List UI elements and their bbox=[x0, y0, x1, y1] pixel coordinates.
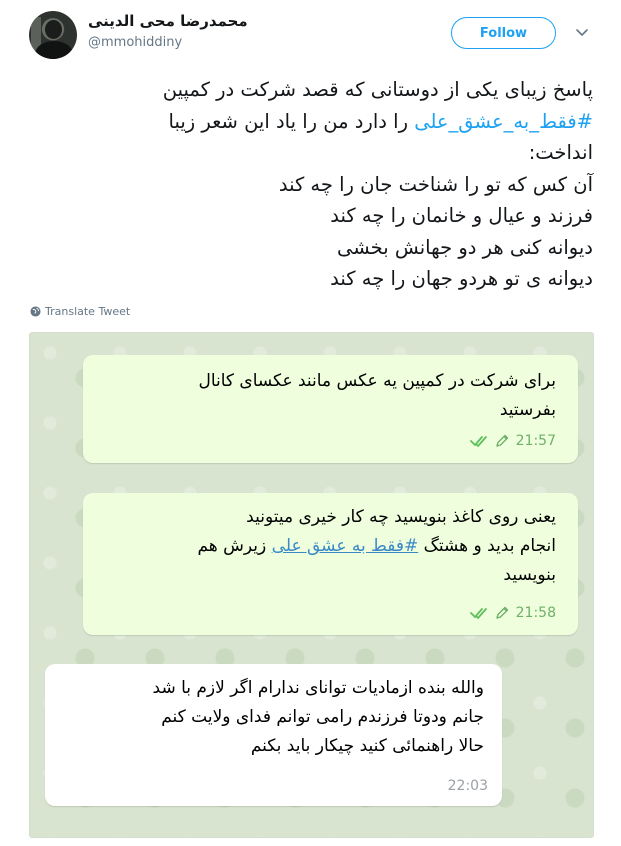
poem-line: دیوانه ی تو هردو جهان را چه کند bbox=[330, 267, 593, 290]
display-name[interactable]: محمدرضا محی الدینی bbox=[88, 12, 248, 30]
chat-message-incoming bbox=[45, 664, 502, 806]
poem-line: دیوانه کنی هر دو جهانش بخشی bbox=[337, 235, 593, 259]
tweet-line: انداخت: bbox=[528, 141, 593, 164]
hashtag-link[interactable]: #فقط_به_عشق_علی bbox=[414, 109, 593, 133]
pencil-icon bbox=[494, 605, 510, 621]
message-text: والله بنده ازمادیات توانای ندارام اگر لازم با شد جانم ودوتا فرزندم رامی توانم فدای ولایت کنم حالا راهنمائی کنید چیکار باید بکنم bbox=[152, 678, 484, 756]
chat-message-outgoing bbox=[83, 493, 578, 635]
message-meta bbox=[470, 605, 556, 621]
double-check-icon bbox=[470, 434, 488, 448]
follow-button[interactable]: Follow bbox=[451, 17, 556, 49]
double-check-icon bbox=[470, 606, 488, 620]
message-time: 21:57 bbox=[515, 433, 556, 449]
chevron-down-icon[interactable] bbox=[574, 24, 590, 40]
hashtag-link[interactable]: #فقط به عشق علی bbox=[271, 536, 419, 556]
message-meta bbox=[470, 433, 556, 449]
user-handle[interactable]: @mmohiddiny bbox=[88, 35, 183, 50]
tweet-line: را دارد من را یاد این شعر زیبا bbox=[168, 109, 415, 133]
chat-screenshot-image[interactable] bbox=[29, 332, 594, 838]
tweet-text bbox=[28, 74, 593, 295]
tweet-line: پاسخ زیبای یکی از دوستانی که قصد شرکت در کمپین bbox=[162, 78, 593, 101]
poem-line: فرزند و عیال و خانمان را چه کند bbox=[330, 204, 593, 227]
chat-message-outgoing bbox=[83, 355, 578, 463]
message-line: انجام بدید و هشتگ #فقط به عشق علی زیرش هم bbox=[197, 536, 556, 556]
pencil-icon bbox=[494, 433, 510, 449]
tweet-header bbox=[0, 0, 621, 66]
message-meta bbox=[448, 778, 488, 794]
translate-label: Translate Tweet bbox=[45, 305, 131, 318]
message-text: یعنی روی کاغذ بنویسید چه کار خیری میتونید انجام بدید و هشتگ #فقط به عشق علی زیرش هم بنویسید bbox=[86, 503, 556, 590]
message-text: برای شرکت در کمپین یه عکس مانند عکسای کانال بفرستید bbox=[198, 371, 556, 420]
message-time: 22:03 bbox=[447, 778, 488, 794]
translate-tweet-link[interactable] bbox=[30, 305, 130, 318]
globe-icon bbox=[30, 306, 41, 317]
message-time: 21:58 bbox=[515, 605, 556, 621]
poem-line: آن کس که تو را شناخت جان را چه کند bbox=[278, 172, 593, 196]
avatar[interactable] bbox=[29, 11, 77, 59]
